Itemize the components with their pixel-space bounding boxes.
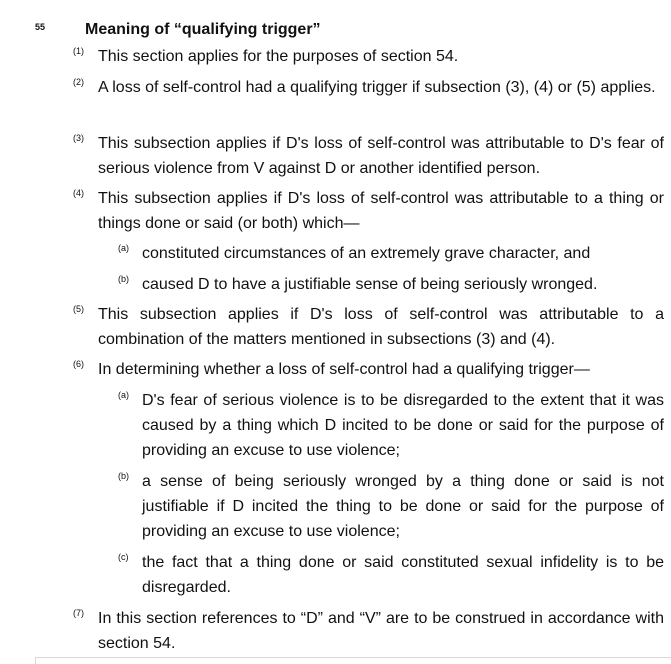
- subsection-label-3: (3): [73, 133, 84, 143]
- subsection-label-6: (6): [73, 359, 84, 369]
- subsection-text-5: This subsection applies if D's loss of self-control was attributable to a combination of the matters mentioned in subsections (3) and (4).: [98, 306, 664, 348]
- paragraph-text-6a: D's fear of serious violence is to be disregarded to the extent that it was caused by a thing which D incited to be done or said for the purpose of providing an excuse to use violence;: [142, 392, 664, 459]
- subsection-label-5: (5): [73, 304, 84, 314]
- page-edge-divider: [35, 657, 671, 664]
- subsection-text-1: This section applies for the purposes of section 54.: [98, 48, 459, 65]
- paragraph-label-6c: (c): [118, 552, 129, 562]
- subsection-label-7: (7): [73, 608, 84, 618]
- paragraph-label-4b: (b): [118, 274, 129, 284]
- subsection-text-6: In determining whether a loss of self-control had a qualifying trigger—: [98, 361, 590, 378]
- subsection-label-2: (2): [73, 77, 84, 87]
- paragraph-text-6b: a sense of being seriously wronged by a thing done or said is not justifiable if D incited the thing to be done or said for the purpose of providing an excuse to use violence;: [142, 473, 664, 540]
- paragraph-label-6b: (b): [118, 471, 129, 481]
- subsection-label-1: (1): [73, 46, 84, 56]
- paragraph-text-4b: caused D to have a justifiable sense of being seriously wronged.: [142, 276, 598, 293]
- subsection-text-2: A loss of self-control had a qualifying trigger if subsection (3), (4) or (5) applies.: [98, 79, 656, 96]
- subsection-label-4: (4): [73, 188, 84, 198]
- subsection-text-4: This subsection applies if D's loss of self-control was attributable to a thing or things done or said (or both) which—: [98, 190, 664, 232]
- section-title: Meaning of “qualifying trigger”: [85, 21, 321, 38]
- section-number: 55: [35, 22, 46, 32]
- paragraph-text-4a: constituted circumstances of an extremely grave character, and: [142, 245, 591, 262]
- paragraph-text-6c: the fact that a thing done or said constituted sexual infidelity is to be disregarded.: [142, 554, 664, 596]
- subsection-text-3: This subsection applies if D's loss of self-control was attributable to D's fear of serious violence from V against D or another identified person.: [98, 135, 664, 177]
- subsection-text-7: In this section references to “D” and “V” are to be construed in accordance with section 54.: [98, 610, 664, 652]
- paragraph-label-4a: (a): [118, 243, 129, 253]
- paragraph-label-6a: (a): [118, 390, 129, 400]
